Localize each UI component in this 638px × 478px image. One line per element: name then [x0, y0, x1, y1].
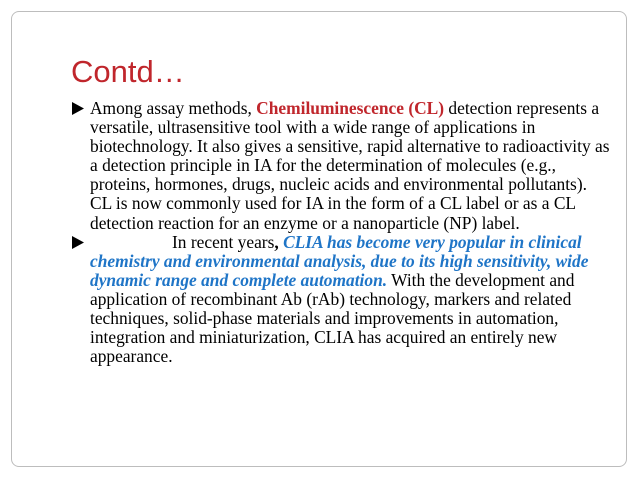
bullet-2-highlight: CLIA has become very popular in clinical chemistry and environmental analysis, due to its high sensitivity, wide dynamic range and complete automation. — [90, 231, 589, 290]
bullet-item-2 — [70, 233, 610, 367]
slide-body — [70, 99, 610, 366]
bullet-1-highlight: Chemiluminescence (CL) — [256, 98, 445, 118]
bullet-2-comma: , — [274, 231, 279, 252]
bullet-item-1 — [70, 99, 610, 233]
bullet-2-text-before: In recent years — [172, 231, 275, 252]
slide-title: Contd… — [71, 54, 185, 89]
bullet-1-text-after: detection represents a versatile, ultrasensitive tool with a wide range of applications in biotechnology. It also gives a sensitive, rapid alternative to radioactivity as a detection principle in IA for the determination of molecules (e.g., proteins, hormones, drugs, nucleic acids and environmental pollutants). CL is now commonly used for IA in the form of a CL label or as a CL detection reaction for an enzyme or a nanoparticle (NP) label. — [90, 98, 610, 233]
bullet-2-text-after: With the development and application of recombinant Ab (rAb) technology, markers and related techniques, solid-phase materials and improvements in automation, integration and miniaturization, CLIA has acquired an entirely new appearance. — [90, 269, 575, 367]
bullet-icon — [70, 235, 85, 250]
bullet-icon — [70, 101, 85, 116]
bullet-1-text-before: Among assay methods, — [90, 98, 257, 118]
